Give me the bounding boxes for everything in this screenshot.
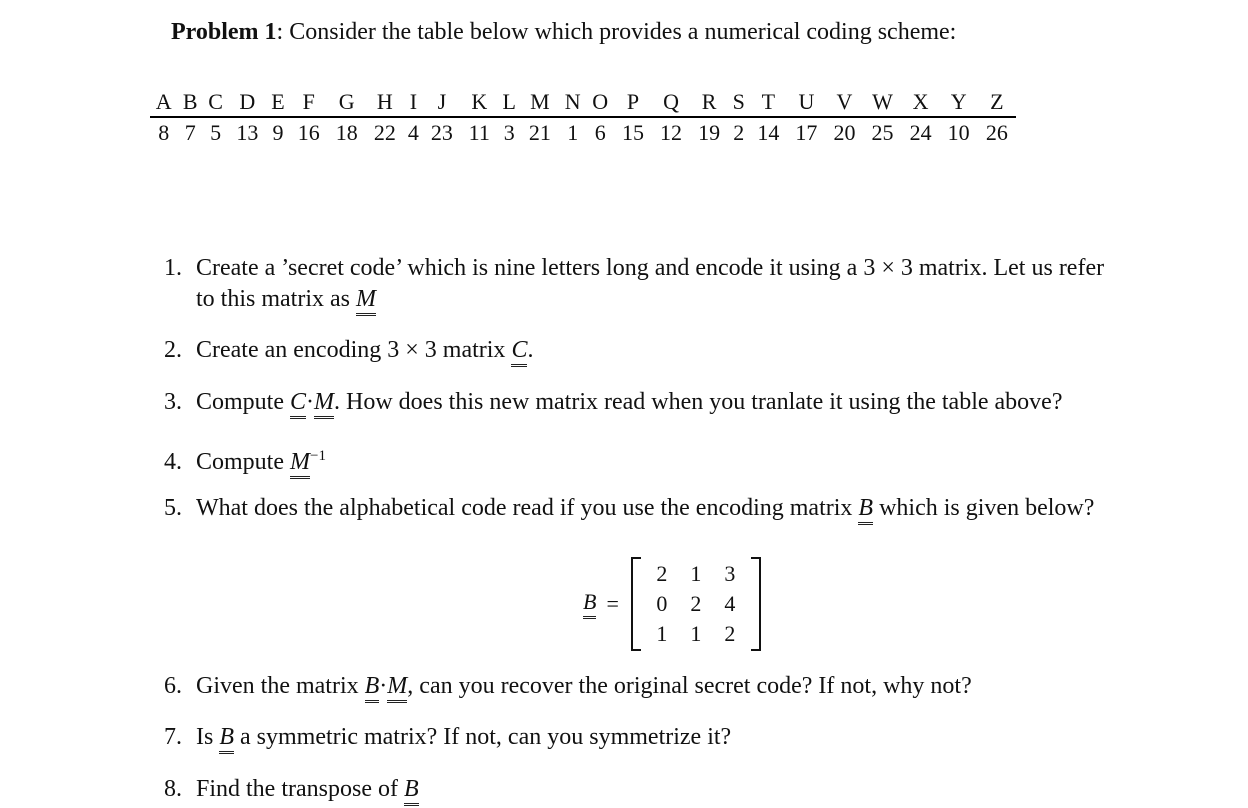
letters-row <box>150 88 1016 117</box>
question-text: What does the alphabetical code read if you use the encoding matrix <box>196 495 859 521</box>
question-text: Is <box>196 724 220 750</box>
question-number: 8. <box>164 776 182 802</box>
matrix-entry: 0 <box>656 591 668 616</box>
question-2 <box>164 335 533 366</box>
question-text: which is given below? <box>873 495 1095 521</box>
matrix-b-entries <box>641 557 751 651</box>
letter-cell: R <box>690 88 728 117</box>
matrix-entry: 2 <box>690 591 702 616</box>
matrix-symbol: M <box>356 286 376 316</box>
question-number: 1. <box>164 255 182 281</box>
number-cell: 10 <box>947 120 970 145</box>
letter-cell: I <box>404 88 423 117</box>
number-cell: 4 <box>407 120 419 145</box>
letter-cell: H <box>366 88 404 117</box>
letter-cell: U <box>787 88 825 117</box>
number-cell: 14 <box>757 120 780 145</box>
question-text: Given the matrix <box>196 673 365 699</box>
letter-cell: C <box>203 88 228 117</box>
number-cell: 26 <box>985 120 1008 145</box>
letter-cell: K <box>461 88 498 117</box>
matrix-entry: 4 <box>724 591 736 616</box>
letter-cell: E <box>266 88 289 117</box>
question-text: Create an encoding 3 × 3 matrix <box>196 337 512 363</box>
left-bracket <box>631 557 641 651</box>
number-cell: 5 <box>210 120 222 145</box>
question-text: . How does this new matrix read when you tranlate it using the table above? <box>334 389 1063 415</box>
letter-cell: S <box>728 88 749 117</box>
dot-operator: · <box>306 389 315 415</box>
letter-cell: B <box>178 88 203 117</box>
question-text: Create a ’secret code’ which is nine letters long and encode it using a 3 × 3 matrix. Let us refer <box>196 255 1105 281</box>
letter-cell: V <box>825 88 863 117</box>
number-cell: 7 <box>184 120 196 145</box>
matrix-symbol: B <box>365 673 380 703</box>
question-5 <box>164 493 1094 524</box>
letter-cell: G <box>328 88 366 117</box>
question-text: , can you recover the original secret code? If not, why not? <box>407 673 972 699</box>
letter-cell: L <box>498 88 521 117</box>
equals-sign: = <box>606 591 619 616</box>
question-text: . <box>527 337 534 363</box>
number-cell: 1 <box>567 120 579 145</box>
letter-cell: W <box>864 88 902 117</box>
letter-cell: M <box>521 88 559 117</box>
question-4 <box>164 441 326 478</box>
letter-cell: Q <box>652 88 690 117</box>
number-cell: 11 <box>468 120 490 145</box>
letter-cell: P <box>614 88 652 117</box>
numbers-row <box>150 117 1016 148</box>
number-cell: 19 <box>698 120 721 145</box>
matrix-entry: 2 <box>656 561 668 586</box>
problem-label: Problem 1 <box>171 19 277 45</box>
number-cell: 16 <box>297 120 320 145</box>
problem-heading <box>171 19 956 46</box>
letter-cell: X <box>902 88 940 117</box>
number-cell: 20 <box>833 120 856 145</box>
number-cell: 3 <box>503 120 515 145</box>
number-cell: 12 <box>660 120 683 145</box>
number-cell: 25 <box>871 120 894 145</box>
letter-cell: D <box>228 88 266 117</box>
letter-cell: Z <box>978 88 1016 117</box>
problem-intro: : Consider the table below which provides a numerical coding scheme: <box>276 19 957 45</box>
number-cell: 15 <box>621 120 644 145</box>
question-7 <box>164 722 731 753</box>
question-text: Find the transpose of <box>196 776 404 802</box>
right-bracket <box>751 557 761 651</box>
matrix-symbol: M <box>314 389 334 419</box>
question-text: a symmetric matrix? If not, can you symmetrize it? <box>234 724 732 750</box>
number-cell: 2 <box>733 120 745 145</box>
matrix-b <box>631 557 761 651</box>
matrix-entry: 1 <box>656 621 668 646</box>
matrix-entry: 2 <box>724 621 736 646</box>
matrix-entry: 1 <box>690 621 702 646</box>
dot-operator: · <box>379 673 388 699</box>
matrix-symbol: C <box>290 389 306 419</box>
letter-cell: Y <box>940 88 978 117</box>
coding-table <box>150 88 1016 148</box>
matrix-b-equation <box>583 558 761 650</box>
letter-cell: F <box>290 88 328 117</box>
matrix-entry: 3 <box>724 561 736 586</box>
number-cell: 24 <box>909 120 932 145</box>
question-6 <box>164 671 972 702</box>
question-text: Compute <box>196 449 290 475</box>
question-1 <box>164 253 1104 315</box>
question-number: 5. <box>164 495 182 521</box>
number-cell: 13 <box>236 120 259 145</box>
matrix-symbol: B <box>404 776 419 806</box>
question-number: 4. <box>164 449 182 475</box>
inverse-exponent: −1 <box>310 448 326 464</box>
letter-cell: T <box>749 88 787 117</box>
matrix-entry: 1 <box>690 561 702 586</box>
number-cell: 17 <box>795 120 818 145</box>
matrix-symbol: B <box>583 589 596 619</box>
question-text: Compute <box>196 389 290 415</box>
matrix-symbol: B <box>219 724 234 754</box>
question-number: 7. <box>164 724 182 750</box>
question-number: 6. <box>164 673 182 699</box>
matrix-symbol: C <box>511 337 527 367</box>
matrix-symbol: M <box>290 449 310 479</box>
number-cell: 6 <box>594 120 606 145</box>
letter-cell: A <box>150 88 178 117</box>
letter-cell: N <box>559 88 587 117</box>
question-text: to this matrix as <box>196 286 356 312</box>
number-cell: 8 <box>158 120 170 145</box>
matrix-symbol: B <box>858 495 873 525</box>
question-3 <box>164 387 1062 418</box>
number-cell: 18 <box>335 120 358 145</box>
number-cell: 9 <box>272 120 284 145</box>
question-number: 3. <box>164 389 182 415</box>
letter-cell: J <box>423 88 461 117</box>
question-number: 2. <box>164 337 182 363</box>
number-cell: 21 <box>528 120 551 145</box>
letter-cell: O <box>586 88 614 117</box>
number-cell: 22 <box>373 120 396 145</box>
matrix-symbol: M <box>387 673 407 703</box>
question-8 <box>164 774 419 805</box>
number-cell: 23 <box>430 120 453 145</box>
